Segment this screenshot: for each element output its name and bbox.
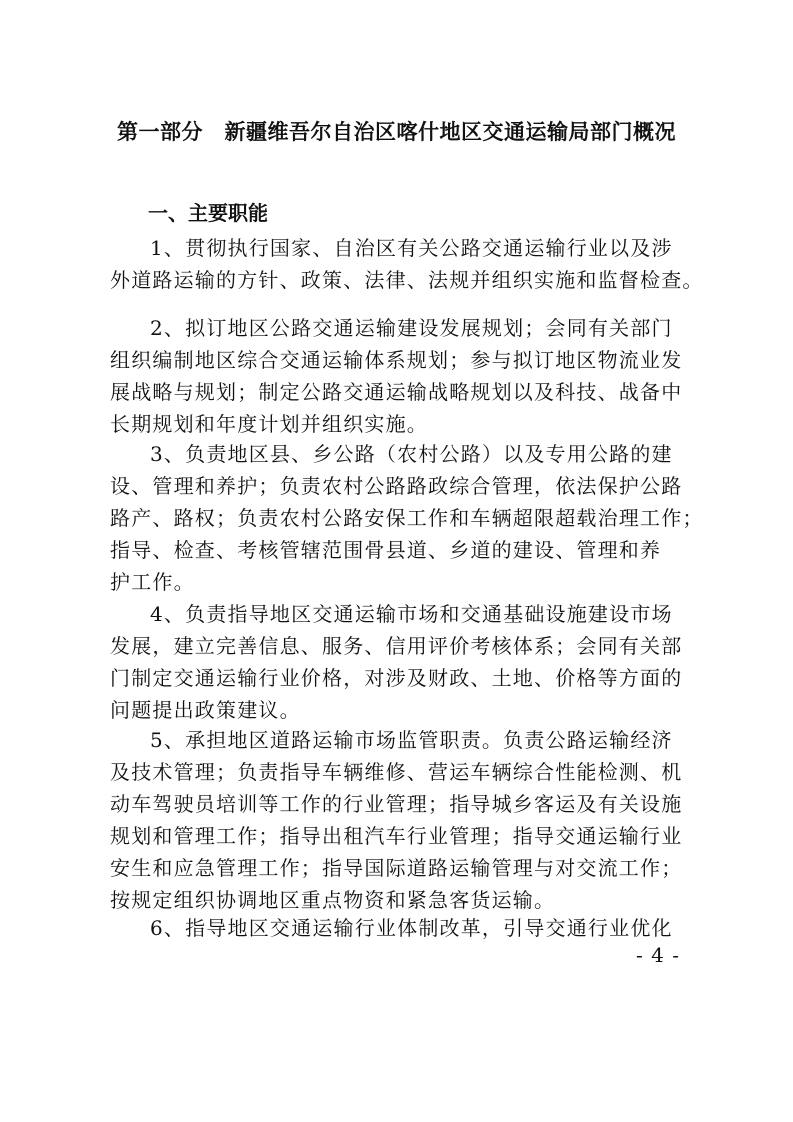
body-line: 及技术管理；负责指导车辆维修、营运车辆综合性能检测、机 [110,760,683,784]
body-line: 安生和应急管理工作；指导国际道路运输管理与对交流工作； [110,856,683,880]
body-line: 动车驾驶员培训等工作的行业管理；指导城乡客运及有关设施 [110,792,683,816]
body-line: 2、拟订地区公路交通运输建设发展规划；会同有关部门 [150,316,673,340]
body-line: 4、负责指导地区交通运输市场和交通基础设施建设市场 [150,602,673,626]
body-line: 3、负责地区县、乡公路（农村公路）以及专用公路的建 [150,442,673,466]
body-line: 组织编制地区综合交通运输体系规划；参与拟订地区物流业发 [110,348,683,372]
page-title: 第一部分 新疆维吾尔自治区喀什地区交通运输局部门概况 [117,120,676,144]
body-line: 6、指导地区交通运输行业体制改革，引导交通行业优化 [150,916,673,940]
body-line: 长期规划和年度计划并组织实施。 [110,412,428,436]
body-line: 问题提出政策建议。 [110,698,301,722]
body-line: 门制定交通运输行业价格，对涉及财政、土地、价格等方面的 [110,666,683,690]
body-line: 护工作。 [110,570,195,594]
body-line: 规划和管理工作；指导出租汽车行业管理；指导交通运输行业 [110,824,683,848]
section-heading: 一、主要职能 [148,201,268,225]
body-line: 1、贯彻执行国家、自治区有关公路交通运输行业以及涉 [150,236,673,260]
page-number: - 4 - [636,943,680,967]
body-line: 按规定组织协调地区重点物资和紧急客货运输。 [110,888,556,912]
body-line: 展战略与规划；制定公路交通运输战略规划以及科技、战备中 [110,380,683,404]
body-line: 外道路运输的方针、政策、法律、法规并组织实施和监督检查。 [110,268,704,292]
body-line: 发展，建立完善信息、服务、信用评价考核体系；会同有关部 [110,634,683,658]
body-line: 设、管理和养护；负责农村公路路政综合管理，依法保护公路 [110,474,683,498]
body-line: 指导、检查、考核管辖范围骨县道、乡道的建设、管理和养 [110,538,662,562]
body-line: 路产、路权；负责农村公路安保工作和车辆超限超载治理工作； [110,506,704,530]
body-line: 5、承担地区道路运输市场监管职责。负责公路运输经济 [150,728,673,752]
